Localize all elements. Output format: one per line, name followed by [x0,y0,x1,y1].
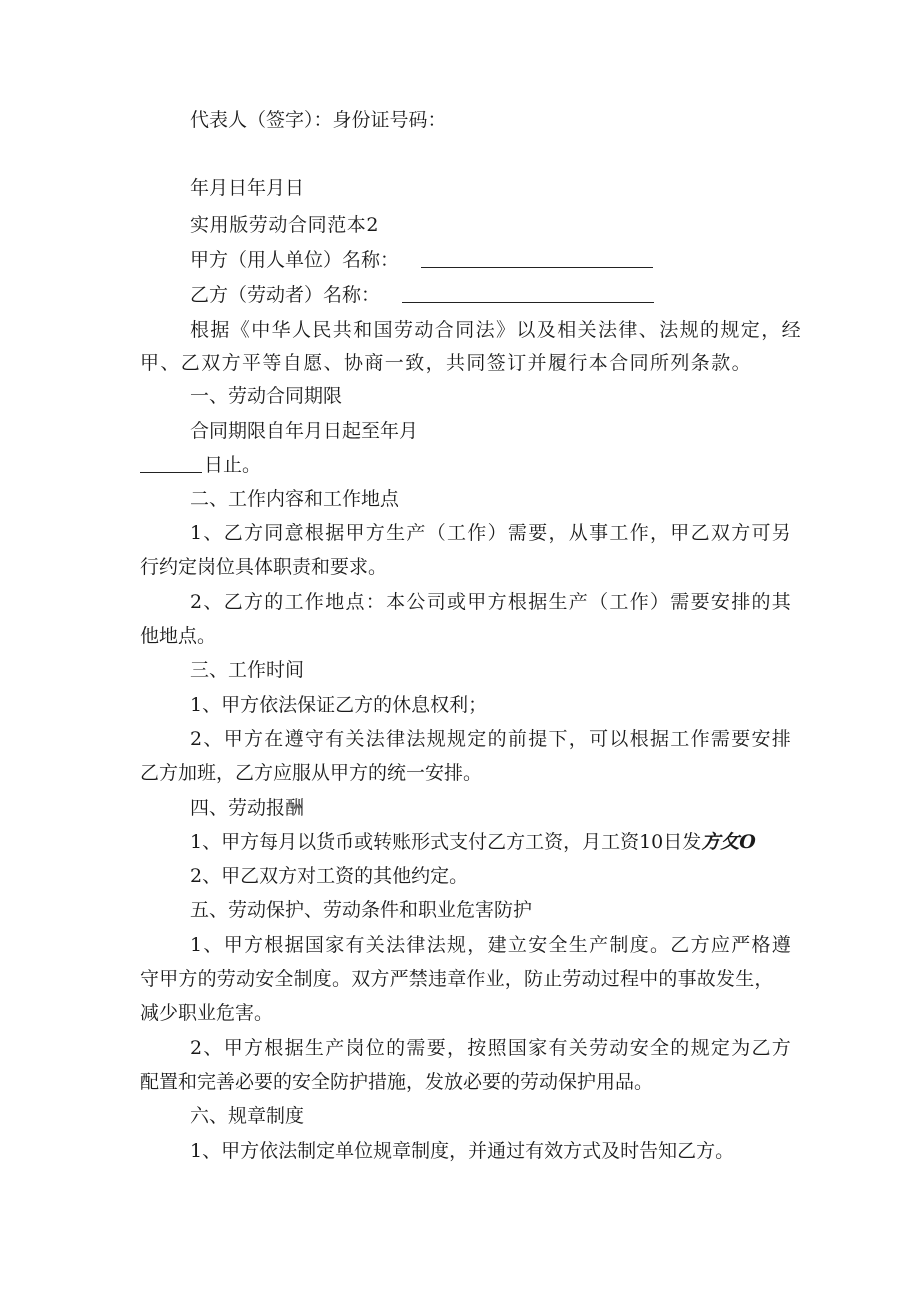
paragraph-line: 根据《中华人民共和国劳动合同法》以及相关法律、法规的规定，经 [190,319,803,341]
section-heading: 一、劳动合同期限 [190,385,343,407]
paragraph-line: 1、甲方依法保证乙方的休息权利； [190,694,488,716]
document-title: 实用版劳动合同范本2 [190,214,380,236]
paragraph-line: 他地点。 [140,625,217,647]
signature-line: 代表人（签字）：身份证号码： [190,109,447,131]
paragraph-line [190,830,756,854]
paragraph-line: 配置和完善必要的安全防护措施，发放必要的劳动保护用品。 [140,1071,654,1093]
paragraph-line: 1、乙方同意根据甲方生产（工作）需要，从事工作，甲乙双方可另 [190,522,793,544]
end-date-blank [140,454,202,473]
paragraph-line: 守甲方的劳动安全制度。双方严禁违章作业，防止劳动过程中的事故发生， [140,968,774,990]
section-heading: 五、劳动保护、劳动条件和职业危害防护 [190,899,533,921]
paragraph-line [140,453,261,477]
party-a-label: 甲方（用人单位）名称： [190,249,400,271]
paragraph-line: 2、甲方根据生产岗位的需要，按照国家有关劳动安全的规定为乙方 [190,1037,793,1059]
section-heading: 六、规章制度 [190,1105,305,1127]
party-a-blank [421,249,653,268]
section-heading: 四、劳动报酬 [190,797,305,819]
paragraph-line: 减少职业危害。 [140,1002,274,1024]
end-date-suffix: 日止。 [204,454,262,476]
paragraph-line: 1、甲方根据国家有关法律法规，建立安全生产制度。乙方应严格遵 [190,934,793,956]
party-b-name-line [190,283,654,307]
salary-text-garbled: 方攵O [701,831,756,853]
paragraph-line: 合同期限自年月日起至年月 [190,420,419,442]
party-b-blank [402,284,654,303]
paragraph-line: 乙方加班，乙方应服从甲方的统一安排。 [140,762,483,784]
date-line: 年月日年月日 [190,177,305,199]
paragraph-line: 甲、乙双方平等自愿、协商一致，共同签订并履行本合同所列条款。 [140,352,753,374]
paragraph-line: 1、甲方依法制定单位规章制度，并通过有效方式及时告知乙方。 [190,1140,735,1162]
paragraph-line: 2、甲乙双方对工资的其他约定。 [190,865,469,887]
party-a-name-line [190,248,653,272]
section-heading: 二、工作内容和工作地点 [190,488,400,510]
party-b-label: 乙方（劳动者）名称： [190,284,381,306]
section-heading: 三、工作时间 [190,659,305,681]
paragraph-line: 行约定岗位具体职责和要求。 [140,556,388,578]
paragraph-line: 2、甲方在遵守有关法律法规规定的前提下，可以根据工作需要安排 [190,728,793,750]
paragraph-line: 2、乙方的工作地点：本公司或甲方根据生产（工作）需要安排的其 [190,591,793,613]
salary-text: 1、甲方每月以货币或转账形式支付乙方工资，月工资10日发 [190,831,702,853]
